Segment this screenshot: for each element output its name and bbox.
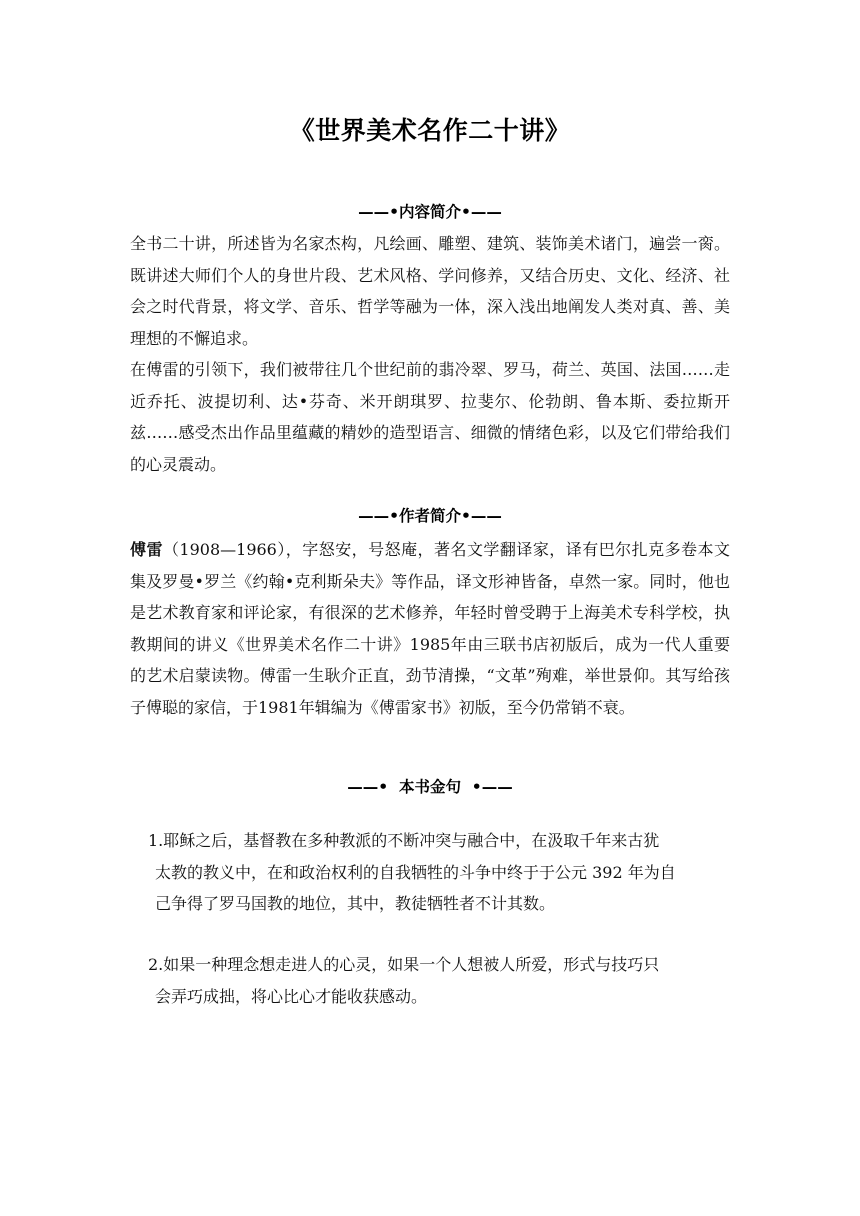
quote-line: 己争得了罗马国教的地位，其中，教徒牺牲者不计其数。	[155, 894, 556, 913]
quote-number: 2.	[148, 955, 164, 974]
author-text	[130, 534, 730, 723]
author-name: 傅雷	[130, 540, 163, 559]
quote-item	[148, 949, 718, 1012]
intro-text	[130, 228, 730, 480]
intro-paragraph: 在傅雷的引领下，我们被带往几个世纪前的翡冷翠、罗马，荷兰、英国、法国……走近乔托、波提切利、达•芬奇、米开朗琪罗、拉斐尔、伦勃朗、鲁本斯、委拉斯开兹……感受杰出作品里蕴藏的精妙的造型语言、细微的情绪色彩，以及它们带给我们的心灵震动。	[130, 360, 730, 474]
book-title: 《世界美术名作二十讲》	[289, 116, 571, 145]
quote-text: 耶稣之后，基督教在多种教派的不断冲突与融合中，在汲取千年来古犹	[163, 831, 660, 850]
quote-line: 会弄巧成拙，将心比心才能收获感动。	[155, 986, 428, 1006]
author-heading: ——•作者简介•——	[358, 507, 502, 525]
quote-line: 太教的教义中，在和政治权利的自我牺牲的斗争中终于于公元 392 年为自	[155, 862, 676, 882]
quote-text: 如果一种理念想走进人的心灵，如果一个人想被人所爱，形式与技巧只	[163, 955, 660, 974]
intro-paragraph: 全书二十讲，所述皆为名家杰构，凡绘画、雕塑、建筑、装饰美术诸门，遍尝一脔。既讲述大师们个人的身世片段、艺术风格、学问修养，又结合历史、文化、经济、社会之时代背景，将文学、音乐、哲学等融为一体，深入浅出地阐发人类对真、善、美理想的不懈追求。	[130, 234, 730, 348]
quote-number: 1.	[148, 831, 164, 850]
quote-line	[148, 949, 718, 981]
quote-item	[148, 825, 718, 920]
quotes-heading: ——• 本书金句 •——	[347, 778, 513, 796]
author-paragraph	[130, 534, 730, 723]
intro-heading: ——•内容简介•——	[358, 203, 502, 221]
quote-line	[148, 825, 718, 857]
author-bio: （1908—1966），字怒安，号怒庵，著名文学翻译家，译有巴尔扎克多卷本文集及罗曼•罗兰《约翰•克利斯朵夫》等作品，译文形神皆备，卓然一家。同时，他也是艺术教育家和评论家，有很深的艺术修养，年轻时曾受聘于上海美术专科学校，执教期间的讲义《世界美术名作二十讲》1985年由三联书店初版后，成为一代人重要的艺术启蒙读物。傅雷一生耿介正直，劲节清操，“文革”殉难，举世景仰。其写给孩子傅聪的家信，于1981年辑编为《傅雷家书》初版，至今仍常销不衰。	[130, 540, 730, 717]
